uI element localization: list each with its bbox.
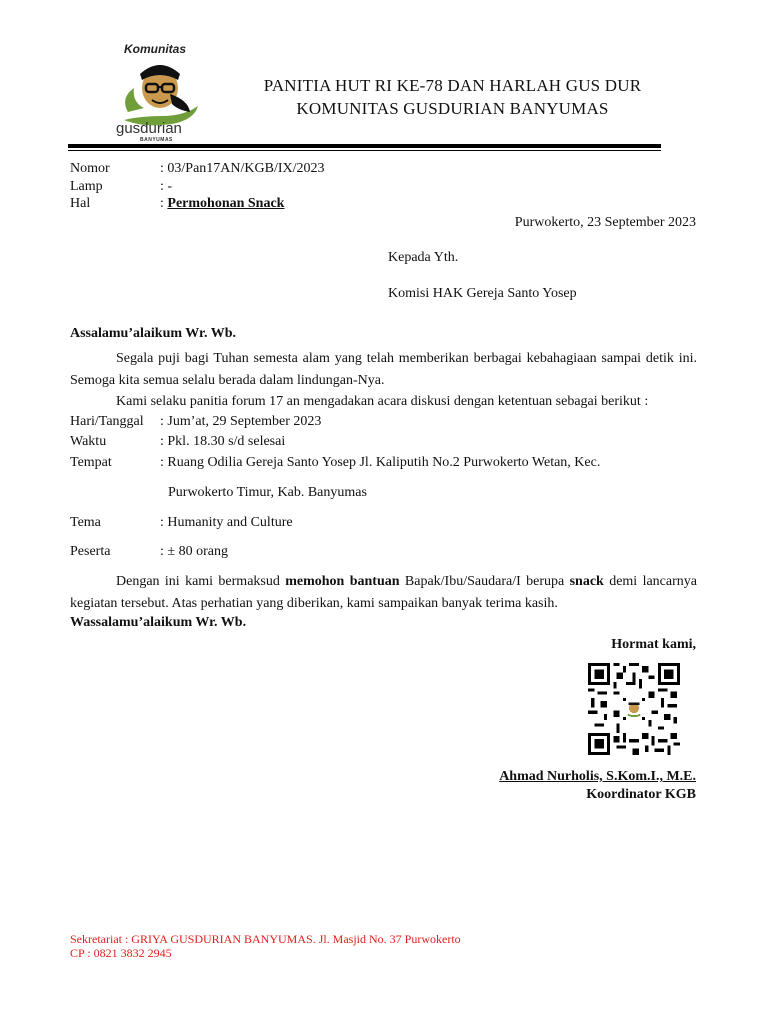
recipient-name: Komisi HAK Gereja Santo Yosep	[388, 286, 577, 301]
meta-value-wrap	[160, 195, 284, 213]
letterhead-title-line2: KOMUNITAS GUSDURIAN BANYUMAS	[296, 99, 609, 118]
paragraph-request	[70, 571, 701, 615]
event-value: : Humanity and Culture	[160, 515, 293, 530]
opening-salutation: Assalamu’alaikum Wr. Wb.	[70, 326, 236, 341]
event-value: : ± 80 orang	[160, 544, 228, 559]
request-bold-1: memohon bantuan	[285, 574, 400, 589]
signatory-name: Ahmad Nurholis, S.Kom.I., M.E.	[499, 769, 696, 784]
signature-salutation: Hormat kami,	[611, 637, 696, 652]
event-value-cont: Purwokerto Timur, Kab. Banyumas	[168, 485, 367, 500]
signatory-role: Koordinator KGB	[586, 787, 696, 802]
logo-brand: gusdurian	[116, 120, 182, 137]
logo-figure-icon	[114, 54, 206, 128]
event-label: Tempat	[70, 455, 112, 470]
event-value: : Ruang Odilia Gereja Santo Yosep Jl. Kaliputih No.2 Purwokerto Wetan, Kec.	[160, 455, 601, 470]
letterhead-title-line1: PANITIA HUT RI KE-78 DAN HARLAH GUS DUR	[263, 76, 642, 95]
meta-label: Nomor	[70, 161, 110, 176]
logo-sub: BANYUMAS	[140, 137, 173, 143]
qr-code-icon	[588, 663, 680, 755]
letterhead-divider-thick	[68, 144, 661, 148]
recipient-greeting: Kepada Yth.	[388, 250, 459, 265]
letterhead-divider-thin	[68, 150, 661, 151]
meta-label: Hal	[70, 196, 91, 211]
event-label: Waktu	[70, 434, 107, 449]
meta-label: Lamp	[70, 179, 103, 194]
event-value: : Pkl. 18.30 s/d selesai	[160, 434, 286, 449]
event-label: Peserta	[70, 544, 111, 559]
request-text-3: demi lancarnya kegiatan tersebut. Atas perhatian yang diberikan, kami sampaikan banyak terima kasih.	[70, 574, 701, 611]
event-value: : Jum’at, 29 September 2023	[160, 414, 322, 429]
event-label: Hari/Tanggal	[70, 414, 144, 429]
request-bold-2: snack	[569, 574, 604, 589]
logo-top-text: Komunitas	[124, 42, 187, 56]
footer-address: Sekretariat : GRIYA GUSDURIAN BANYUMAS. Jl. Masjid No. 37 Purwokerto	[70, 932, 461, 946]
footer-phone: CP : 0821 3832 2945	[70, 946, 172, 960]
request-text-2: Bapak/Ibu/Saudara/I berupa	[399, 574, 570, 589]
closing-salutation: Wassalamu’alaikum Wr. Wb.	[70, 615, 247, 630]
meta-value-prefix: :	[160, 196, 168, 211]
subject-value: Permohonan Snack	[167, 196, 285, 211]
letter-date: Purwokerto, 23 September 2023	[514, 215, 696, 230]
meta-value: : 03/Pan17AN/KGB/IX/2023	[160, 161, 325, 176]
event-label: Tema	[70, 515, 101, 530]
meta-value: : -	[160, 179, 173, 194]
request-text-1: Dengan ini kami bermaksud	[116, 574, 286, 589]
gusdurian-logo	[108, 40, 208, 146]
paragraph-announcement: Kami selaku panitia forum 17 an mengadakan acara diskusi dengan ketentuan sebagai berikut :	[116, 394, 649, 409]
paragraph-intro: Segala puji bagi Tuhan semesta alam yang telah memberikan berbagai kebahagiaan sampai detik ini. Semoga kita semua selalu berada dalam lindungan-Nya.	[70, 351, 697, 388]
